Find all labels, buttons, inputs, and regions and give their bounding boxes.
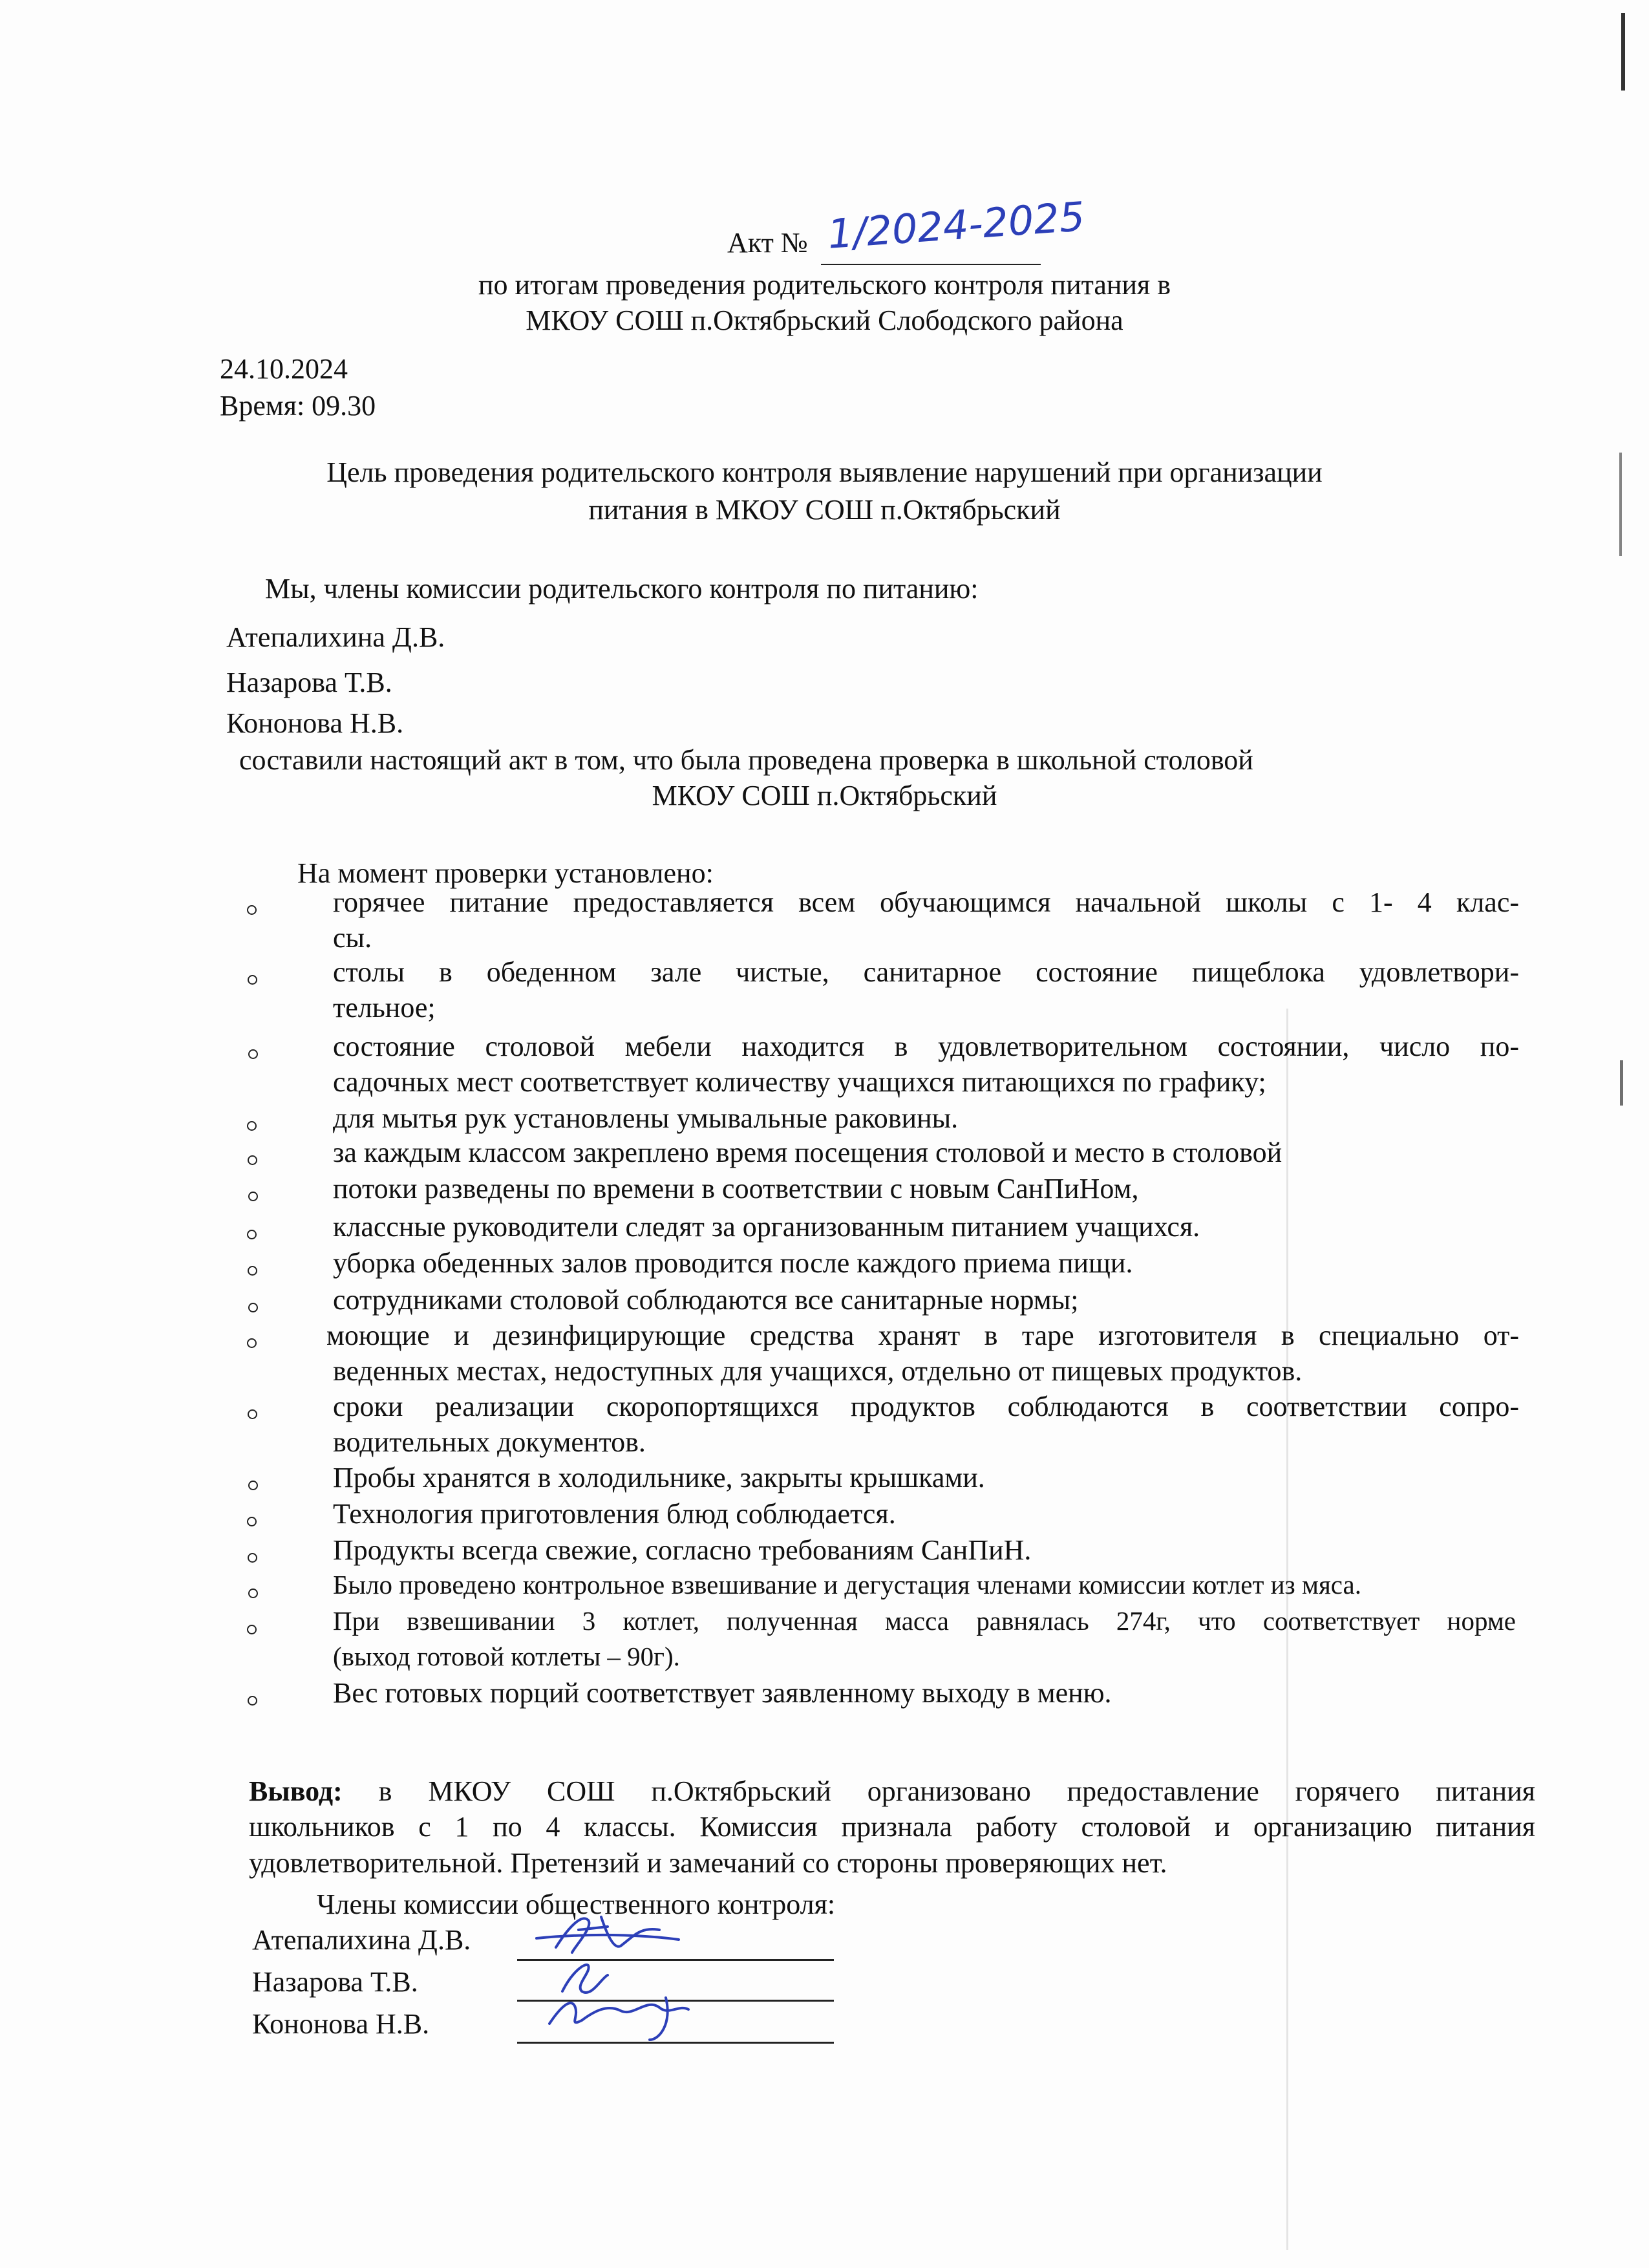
finding-line: Было проведено контрольное взвешивание и дегустация членами комиссии котлет из мяса. bbox=[333, 1570, 1361, 1599]
signatures-title: Члены комиссии общественного контроля: bbox=[317, 1888, 836, 1920]
bullet-icon bbox=[247, 1338, 257, 1348]
commission-member: Назарова Т.В. bbox=[226, 667, 392, 698]
finding-line: классные руководители следят за организованным питанием учащихся. bbox=[333, 1211, 1200, 1243]
findings-intro: На момент проверки установлено: bbox=[297, 857, 714, 889]
conclusion-line-3: удовлетворительной. Претензий и замечаний со стороны проверяющих нет. bbox=[249, 1847, 1167, 1879]
signature-mark bbox=[549, 1998, 688, 2040]
bullet-icon bbox=[248, 975, 257, 985]
act-label: Акт № bbox=[727, 227, 808, 259]
finding-line: за каждым классом закреплено время посещения столовой и место в столовой bbox=[333, 1137, 1282, 1168]
finding-line: моющие и дезинфицирующие средства хранят в таре изготовителя в специально от- bbox=[326, 1320, 1519, 1351]
bullet-icon bbox=[248, 1266, 257, 1276]
signature-member-name: Атепалихина Д.В. bbox=[252, 1924, 471, 1956]
goal-line-2: питания в МКОУ СОШ п.Октябрьский bbox=[588, 494, 1061, 526]
bullet-icon bbox=[248, 1481, 258, 1490]
bullet-icon bbox=[247, 1517, 257, 1526]
finding-line: тельное; bbox=[333, 992, 436, 1023]
conclusion-label: Вывод: bbox=[249, 1775, 343, 1807]
act-number-handwritten: 1/2024-2025 bbox=[825, 193, 1087, 258]
finding-line: Вес готовых порций соответствует заявленному выходу в меню. bbox=[333, 1677, 1112, 1709]
handwritten-signatures bbox=[511, 1901, 743, 2049]
bullet-icon bbox=[247, 905, 257, 915]
bullet-icon bbox=[248, 1049, 258, 1059]
finding-line: уборка обеденных залов проводится после каждого приема пищи. bbox=[333, 1247, 1133, 1279]
act-number-underline bbox=[821, 264, 1041, 265]
bullet-icon bbox=[247, 1121, 257, 1131]
finding-line: горячее питание предоставляется всем обучающимся начальной школы с 1- 4 клас- bbox=[333, 886, 1519, 918]
finding-line: Технология приготовления блюд соблюдается. bbox=[333, 1498, 896, 1530]
finding-line: При взвешивании 3 котлет, полученная масса равнялась 274г, что соответствует норме bbox=[333, 1606, 1516, 1636]
signature-mark bbox=[537, 1917, 679, 1952]
bullet-icon bbox=[247, 1625, 257, 1634]
bullet-icon bbox=[248, 1155, 257, 1165]
bullet-icon bbox=[248, 1192, 258, 1201]
finding-line: состояние столовой мебели находится в удовлетворительном состоянии, число по- bbox=[333, 1031, 1519, 1062]
finding-line: водительных документов. bbox=[333, 1426, 646, 1458]
goal-line-1: Цель проведения родительского контроля выявление нарушений при организации bbox=[326, 456, 1323, 488]
finding-line: сроки реализации скоропортящихся продуктов соблюдаются в соответствии сопро- bbox=[333, 1391, 1519, 1422]
scan-edge-mark bbox=[1619, 453, 1622, 556]
scan-fold-line bbox=[1286, 1009, 1288, 2250]
conclusion-text: в МКОУ СОШ п.Октябрьский организовано предоставление горячего питания bbox=[342, 1775, 1535, 1807]
commission-member: Атепалихина Д.В. bbox=[226, 621, 445, 653]
commission-statement-line-2: МКОУ СОШ п.Октябрьский bbox=[652, 780, 997, 811]
finding-line: садочных мест соответствует количеству учащихся питающихся по графику; bbox=[333, 1066, 1266, 1098]
commission-member: Кононова Н.В. bbox=[226, 707, 404, 739]
scan-edge-mark bbox=[1621, 13, 1625, 91]
finding-line: Продукты всегда свежие, согласно требованиям СанПиН. bbox=[333, 1534, 1032, 1566]
subtitle-line-2: МКОУ СОШ п.Октябрьский Слободского района bbox=[526, 305, 1123, 336]
scan-edge-mark bbox=[1620, 1060, 1623, 1106]
finding-line: (выход готовой котлеты – 90г). bbox=[333, 1642, 680, 1671]
signature-mark bbox=[562, 1965, 608, 1993]
bullet-icon bbox=[248, 1589, 258, 1598]
document-date: 24.10.2024 bbox=[220, 353, 348, 385]
finding-line: сотрудниками столовой соблюдаются все санитарные нормы; bbox=[333, 1284, 1079, 1316]
conclusion-line-1 bbox=[249, 1775, 1535, 1809]
subtitle-line-1: по итогам проведения родительского контроля питания в bbox=[478, 269, 1171, 301]
signature-member-name: Кононова Н.В. bbox=[252, 2008, 430, 2040]
finding-line: потоки разведены по времени в соответствии с новым СанПиНом, bbox=[333, 1173, 1139, 1204]
commission-statement-line-1: составили настоящий акт в том, что была проведена проверка в школьной столовой bbox=[239, 744, 1253, 776]
finding-line: для мытья рук установлены умывальные раковины. bbox=[333, 1102, 959, 1134]
finding-line: веденных местах, недоступных для учащихся, отдельно от пищевых продуктов. bbox=[333, 1355, 1303, 1387]
bullet-icon bbox=[248, 1409, 257, 1419]
conclusion-line-2: школьников с 1 по 4 классы. Комиссия признала работу столовой и организацию питания bbox=[249, 1811, 1535, 1843]
finding-line: сы. bbox=[333, 922, 372, 954]
bullet-icon bbox=[247, 1230, 257, 1239]
bullet-icon bbox=[248, 1553, 257, 1563]
bullet-icon bbox=[248, 1696, 257, 1706]
document-time: Время: 09.30 bbox=[220, 390, 376, 422]
finding-line: столы в обеденном зале чистые, санитарное состояние пищеблока удовлетвори- bbox=[333, 956, 1519, 988]
signature-member-name: Назарова Т.В. bbox=[252, 1966, 418, 1998]
bullet-icon bbox=[248, 1303, 258, 1312]
finding-line: Пробы хранятся в холодильнике, закрыты крышками. bbox=[333, 1462, 985, 1493]
commission-intro: Мы, члены комиссии родительского контроля по питанию: bbox=[265, 573, 979, 604]
